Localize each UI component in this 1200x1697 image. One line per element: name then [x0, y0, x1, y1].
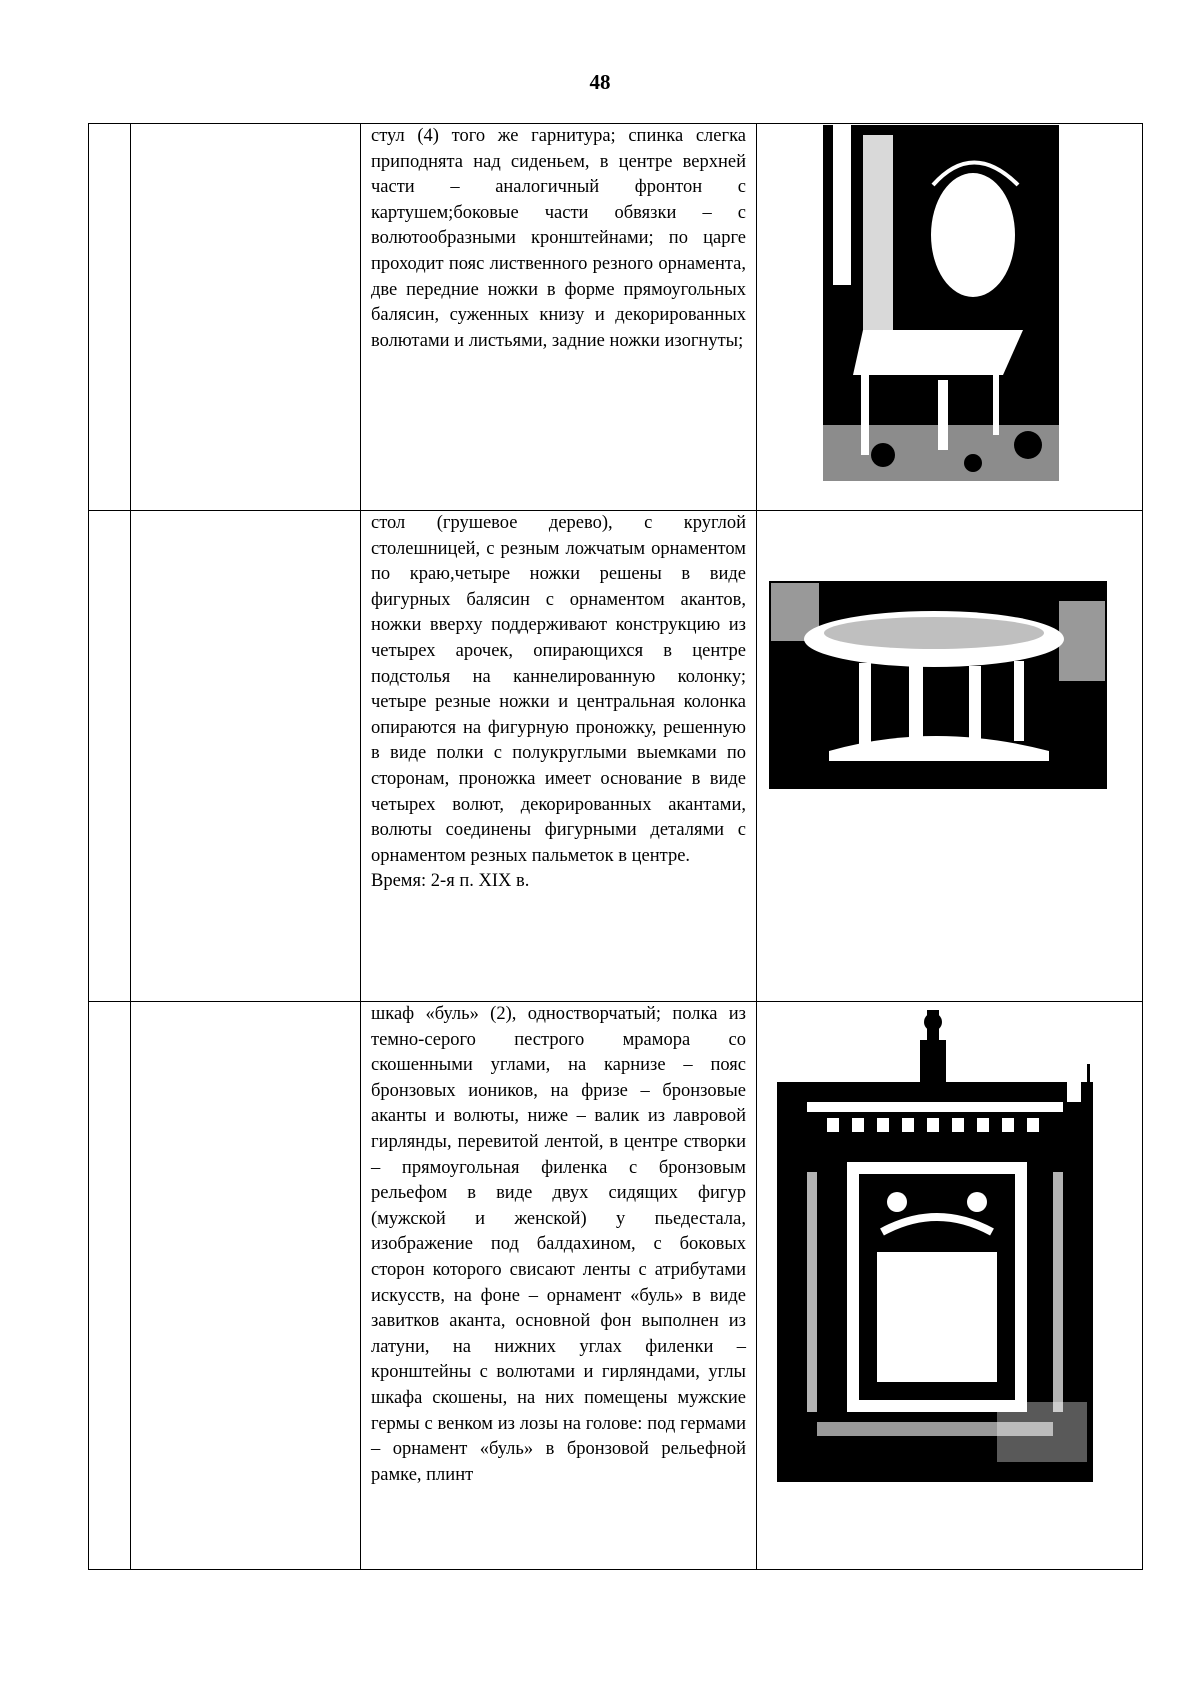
- index-cell: [89, 1002, 131, 1570]
- description-cell: [361, 511, 757, 1002]
- index-cell: [89, 511, 131, 1002]
- description-text: стол (грушевое дерево), с круглой столешницей, с резным ложчатым орнаментом по краю,четыре ножки решены в виде фигурных балясин с орнаментом акантов, ножки вверху поддерживают конструкцию из четырех арочек, опирающихся в центре подстолья на каннелированную колонку; четыре резные ножки и центральная колонка опираются на фигурную проножку, решенную в виде полки с полукруглыми выемками по сторонам, проножка имеет основание в виде четырех волют, декорированных акантами, волюты соединены фигурными деталями с орнаментом резных пальметок в центре.: [371, 513, 746, 866]
- description-text: шкаф «буль» (2), одностворчатый; полка из темно-серого пестрого мрамора со скошенными углами, на карнизе – пояс бронзовых иоников, на фризе – бронзовые аканты и волюты, ниже – валик из лавровой гирлянды, перевитой лентой, в центре створки – прямоугольная филенка с бронзовым рельефом в виде двух сидящих фигур (мужской и женской) у пьедестала, изображение под балдахином, с боковых сторон которого свисают ленты с атрибутами искусств, на фоне – орнамент «буль» в виде завитков аканта, основной фон выполнен из латуни, на нижних углах филенки – кронштейны с волютами и гирляндами, углы шкафа скошены, на них помещены мужские гермы с венком из лозы на голове: под гермами – орнамент «буль» в бронзовой рельефной рамке, плинт: [371, 1004, 746, 1485]
- name-cell: [131, 511, 361, 1002]
- page-number: 48: [589, 70, 611, 94]
- name-cell: [131, 1002, 361, 1570]
- index-cell: [89, 124, 131, 511]
- catalog-table: [88, 123, 1143, 1570]
- time-text: Время: 2-я п. XIX в.: [371, 871, 530, 892]
- cabinet-photo: [777, 1002, 1093, 1482]
- table-row: [89, 511, 1143, 1002]
- description-text: стул (4) того же гарнитура; спинка слегка приподнята над сиденьем, в центре верхней части – аналогичный фронтон с картушем;боковые части обвязки – с волютообразными кронштейнами; по царге проходит пояс лиственного резного орнамента, две передние ножки в форме прямоугольных балясин, суженных книзу и декорированных волютами и листьями, задние ножки изогнуты;: [371, 126, 746, 351]
- description-cell: [361, 1002, 757, 1570]
- image-cell: [757, 1002, 1143, 1570]
- image-cell: [757, 511, 1143, 1002]
- name-cell: [131, 124, 361, 511]
- image-cell: [757, 124, 1143, 511]
- table-row: [89, 124, 1143, 511]
- chair-photo: [823, 125, 1059, 481]
- description-cell: [361, 124, 757, 511]
- table-photo: [769, 581, 1107, 789]
- table-row: [89, 1002, 1143, 1570]
